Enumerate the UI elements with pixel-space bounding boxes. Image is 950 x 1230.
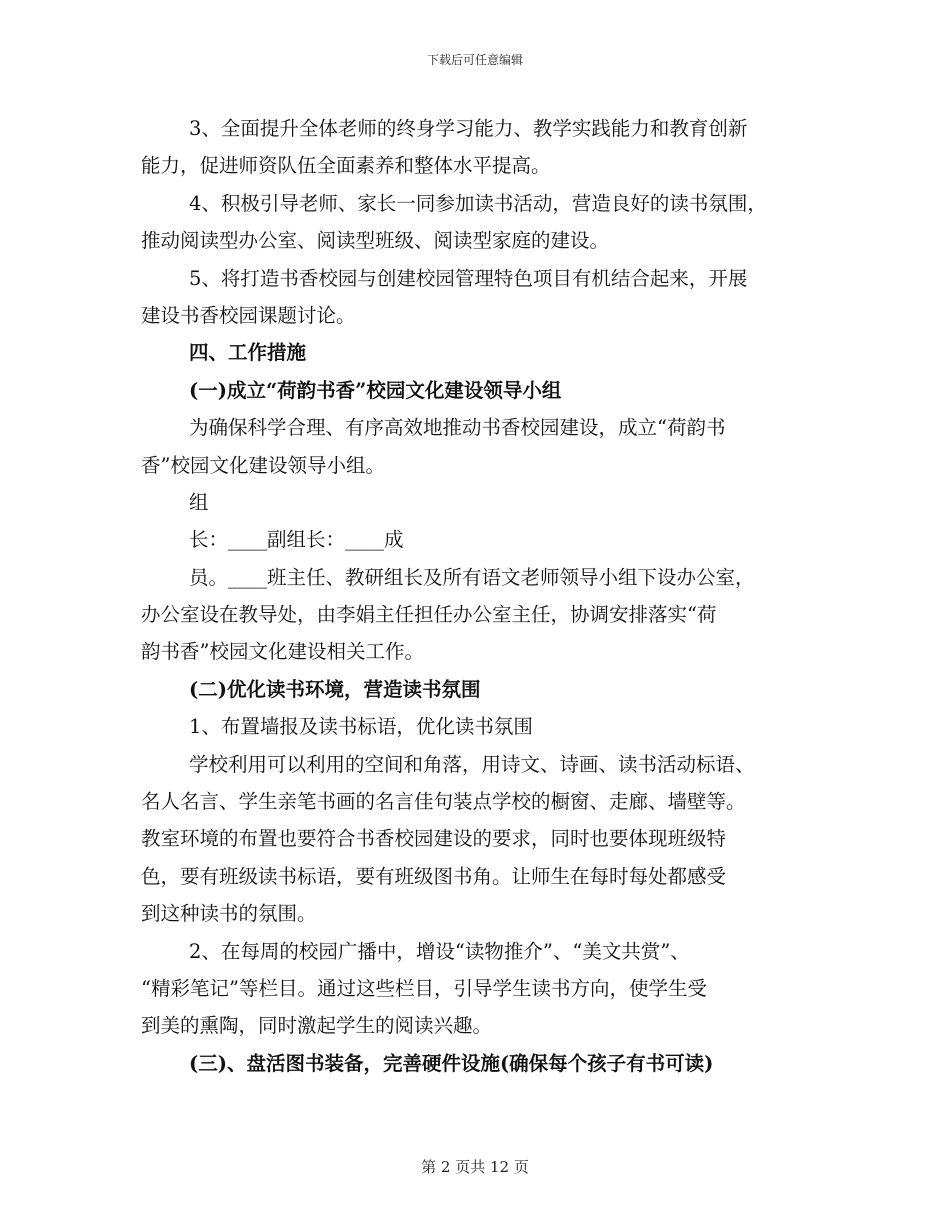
text-line: 建设书香校园课题讨论。 <box>141 303 356 327</box>
text-line: 为确保科学合理、有序高效地推动书香校园建设，成立“荷韵书 <box>189 416 726 440</box>
text-line: 5、将打造书香校园与创建校园管理特色项目有机结合起来，开展 <box>189 266 748 290</box>
document-body <box>141 110 821 1082</box>
text-line: 长：____副组长：____成 <box>189 528 404 552</box>
page-footer: 第 2 页共 12 页 <box>421 1158 529 1176</box>
text-line: 3、全面提升全体老师的终身学习能力、教学实践能力和教育创新 <box>189 117 748 140</box>
text-line: 办公室设在教导处，由李娟主任担任办公室主任，协调安排落实“荷 <box>141 603 717 627</box>
text-line: 名人名言、学生亲笔书画的名言佳句装点学校的橱窗、走廊、墙壁等。 <box>141 790 746 814</box>
text-line: 香”校园文化建设领导小组。 <box>141 453 385 477</box>
text-line: 到美的熏陶，同时激起学生的阅读兴趣。 <box>141 1014 493 1038</box>
section-heading: (二)优化读书环境，营造读书氛围 <box>189 677 481 701</box>
text-line: 组 <box>189 490 209 514</box>
section-heading: (三)、盘活图书装备，完善硬件设施(确保每个孩子有书可读) <box>189 1051 714 1075</box>
text-line: 4、积极引导老师、家长一同参加读书活动，营造良好的读书氛围， <box>189 191 767 215</box>
page-header: 下载后可任意编辑 <box>426 53 523 67</box>
text-line: 员。____班主任、教研组长及所有语文老师领导小组下设办公室， <box>189 565 755 589</box>
text-line: “精彩笔记”等栏目。通过这些栏目，引导学生读书方向，使学生受 <box>141 976 707 1000</box>
text-line: 教室环境的布置也要符合书香校园建设的要求，同时也要体现班级特 <box>141 827 727 851</box>
section-heading: 四、工作措施 <box>189 341 307 365</box>
text-line: 学校利用可以利用的空间和角落，用诗文、诗画、读书活动标语、 <box>189 752 755 776</box>
text-line: 韵书香”校园文化建设相关工作。 <box>141 640 424 664</box>
text-line: 到这种读书的氛围。 <box>141 902 317 926</box>
section-heading: (一)成立“荷韵书香”校园文化建设领导小组 <box>189 378 562 402</box>
text-line: 能力，促进师资队伍全面素养和整体水平提高。 <box>141 154 551 178</box>
text-line: 色，要有班级读书标语，要有班级图书角。让师生在每时每处都感受 <box>141 864 727 888</box>
text-line: 1、布置墙报及读书标语，优化读书氛围 <box>189 715 533 739</box>
text-line: 推动阅读型办公室、阅读型班级、阅读型家庭的建设。 <box>141 229 610 253</box>
text-line: 2、在每周的校园广播中，增设“读物推介”、“美文共赏”、 <box>189 939 690 963</box>
